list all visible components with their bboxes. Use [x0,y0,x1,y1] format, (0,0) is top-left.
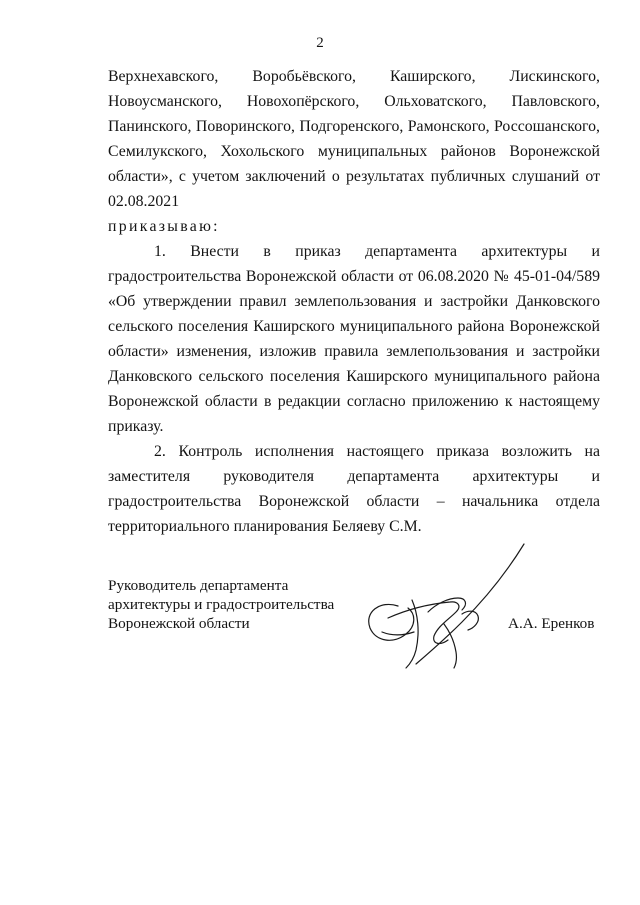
text-line: «Об утверждении правил землепользования и застройки Данковского [108,293,600,310]
text-line: области» изменения, изложив правила землепользования и застройки [108,343,600,360]
document-body [108,64,600,539]
text-line: Данковского сельского поселения Каширского муниципального района [108,368,600,385]
signer-name: А.А. Еренков [508,615,595,632]
text-line: градостроительства Воронежской области от 06.08.2020 № 45-01-04/589 [108,268,600,285]
text-line: территориального планирования Беляеву С.М. [108,518,422,535]
text-line: 1. Внести в приказ департамента архитектуры и [154,243,600,260]
signatory-position [108,576,378,633]
text-line: 02.08.2021 [108,193,180,210]
text-line: градостроительства Воронежской области – начальника отдела [108,493,600,510]
text-line: приказу. [108,418,164,435]
text-line: 2. Контроль исполнения настоящего приказа возложить на [154,443,600,460]
page-number: 2 [316,35,324,51]
text-line: Семилукского, Хохольского муниципальных районов Воронежской [108,143,600,160]
position-line: архитектуры и градостроительства [108,596,335,613]
text-line: сельского поселения Каширского муниципального района Воронежской [108,318,600,335]
order-word: приказываю: [108,218,220,235]
position-line: Руководитель департамента [108,577,289,594]
text-line: Новоусманского, Новохопёрского, Ольховатского, Павловского, [108,93,600,110]
text-line: Панинского, Поворинского, Подгоренского, Рамонского, Россошанского, [108,118,600,135]
handwritten-signature [358,540,528,680]
text-line: Воронежской области в редакции согласно приложению к настоящему [108,393,600,410]
position-line: Воронежской области [108,615,250,632]
text-line: Верхнехавского, Воробьёвского, Каширского, Лискинского, [108,68,600,85]
text-line: области», с учетом заключений о результатах публичных слушаний от [108,168,600,185]
text-line: заместителя руководителя департамента архитектуры и [108,468,600,485]
